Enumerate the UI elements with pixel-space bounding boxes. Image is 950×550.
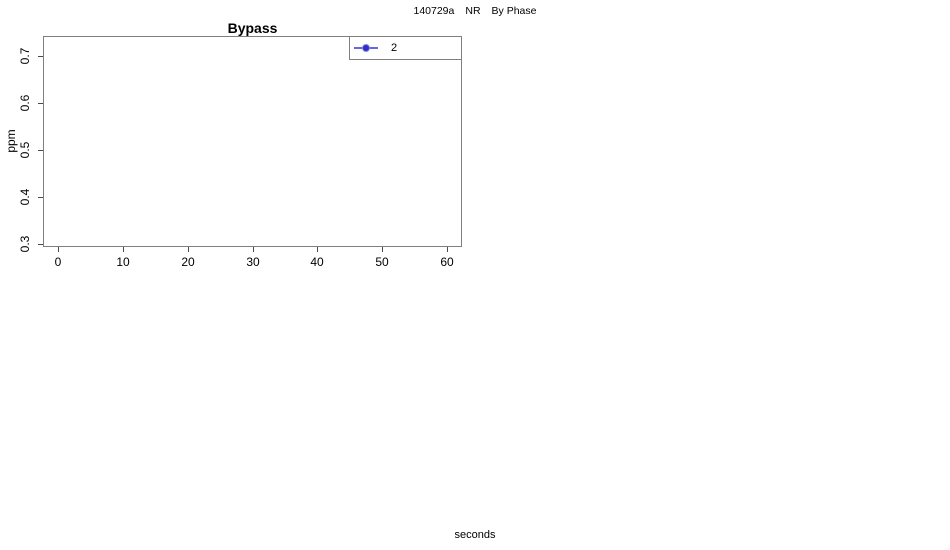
x-tick-mark: [188, 247, 189, 252]
y-axis-label: ppm: [4, 129, 18, 153]
x-tick-mark: [382, 247, 383, 252]
legend-line-marker: [354, 47, 378, 49]
y-tick-label: 0.6: [18, 94, 32, 112]
y-tick-mark: [38, 244, 43, 245]
x-tick-mark: [317, 247, 318, 252]
y-tick-mark: [38, 56, 43, 57]
x-tick-mark: [123, 247, 124, 252]
x-tick-label: 50: [375, 255, 389, 269]
chart-title: Bypass: [227, 20, 278, 36]
legend-entry-label: 2: [391, 42, 398, 54]
plot-area: [43, 36, 462, 247]
header-label-nr: NR: [465, 5, 481, 17]
x-tick-mark: [253, 247, 254, 252]
x-tick-mark: [58, 247, 59, 252]
outer-header: [0, 5, 950, 18]
x-tick-label: 20: [181, 255, 195, 269]
x-tick-label: 60: [440, 255, 454, 269]
legend-box: [349, 36, 462, 60]
x-tick-mark: [447, 247, 448, 252]
legend-point-icon: [362, 44, 370, 52]
y-tick-label: 0.4: [18, 188, 32, 206]
y-tick-label: 0.3: [18, 235, 32, 253]
y-tick-mark: [38, 103, 43, 104]
header-run-id: 140729a: [413, 5, 455, 17]
x-tick-label: 40: [310, 255, 324, 269]
header-label-by-phase: By Phase: [491, 5, 537, 17]
outer-x-axis-label: seconds: [454, 529, 496, 541]
y-tick-mark: [38, 197, 43, 198]
y-tick-mark: [38, 150, 43, 151]
x-tick-label: 30: [246, 255, 260, 269]
y-tick-label: 0.5: [18, 141, 32, 159]
y-tick-label: 0.7: [18, 47, 32, 65]
x-tick-label: 0: [54, 255, 62, 269]
x-tick-label: 10: [116, 255, 130, 269]
